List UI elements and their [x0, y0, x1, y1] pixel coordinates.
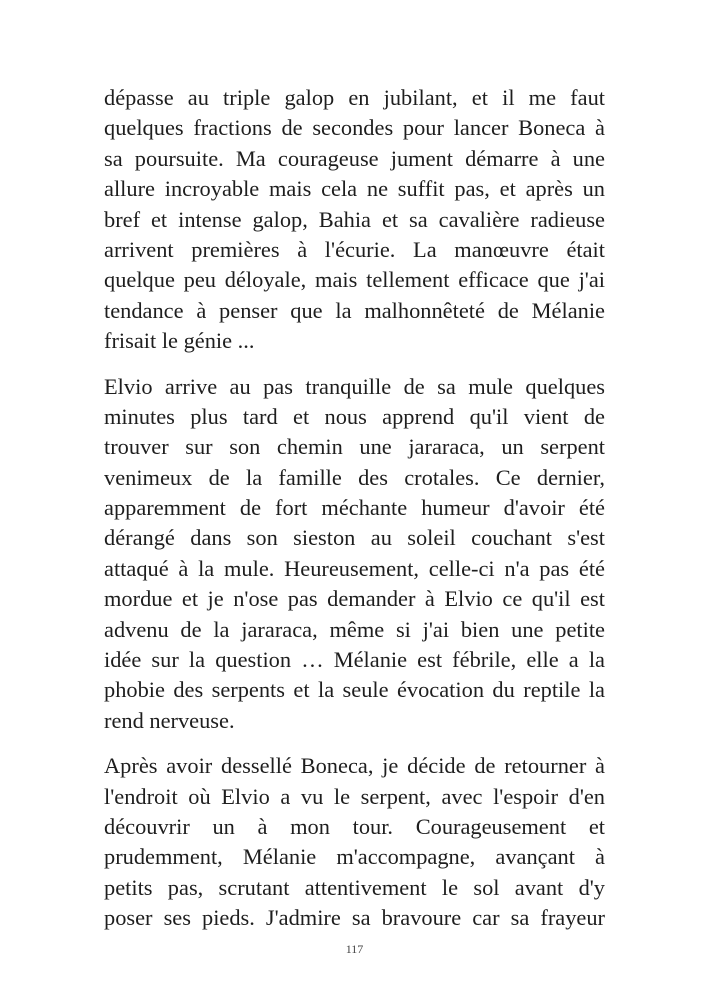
text-line: venimeux de la famille des crotales. Ce dernier, [104, 464, 605, 490]
text-line: prudemment, Mélanie m'accompagne, avançant à [104, 844, 605, 870]
text-line: frisait le génie ... [104, 328, 255, 354]
text-line: minutes plus tard et nous apprend qu'il vient de [104, 403, 605, 429]
text-line: apparemment de fort méchante humeur d'avoir été [104, 495, 605, 521]
text-line: arrivent premières à l'écurie. La manœuvre était [104, 236, 605, 262]
text-line: allure incroyable mais cela ne suffit pas, et après un [104, 176, 605, 202]
text-line: mordue et je n'ose pas demander à Elvio ce qu'il est [104, 586, 605, 612]
text-line: dérangé dans son sieston au soleil couchant s'est [104, 525, 605, 551]
text-line: idée sur la question … Mélanie est fébrile, elle a la [104, 647, 605, 673]
text-line: dépasse au triple galop en jubilant, et il me faut [104, 85, 605, 110]
text-line: poser ses pieds. J'admire sa bravoure car sa frayeur [104, 905, 605, 931]
text-line: trouver sur son chemin une jararaca, un serpent [104, 434, 605, 460]
page-number: 117 [345, 942, 364, 956]
text-line: bref et intense galop, Bahia et sa cavalière radieuse [104, 206, 605, 232]
text-line: Après avoir dessellé Boneca, je décide de retourner à [104, 753, 605, 779]
text-line: phobie des serpents et la seule évocation du reptile la [104, 677, 605, 703]
text-line: découvrir un à mon tour. Courageusement et [104, 813, 605, 839]
paragraph-2 [104, 372, 605, 737]
text-line: rend nerveuse. [104, 707, 235, 733]
paragraph-1 [104, 83, 605, 357]
text-line: attaqué à la mule. Heureusement, celle-ci n'a pas été [104, 555, 605, 581]
text-line: quelque peu déloyale, mais tellement efficace que j'ai [104, 267, 605, 293]
text-line: tendance à penser que la malhonnêteté de Mélanie [104, 297, 605, 323]
body-text [104, 83, 605, 949]
paragraph-3 [104, 751, 605, 933]
text-line: advenu de la jararaca, même si j'ai bien une petite [104, 616, 605, 642]
text-line: sa poursuite. Ma courageuse jument démarre à une [104, 145, 605, 171]
text-line: l'endroit où Elvio a vu le serpent, avec l'espoir d'en [104, 783, 605, 809]
text-line: Elvio arrive au pas tranquille de sa mule quelques [104, 373, 605, 399]
text-line: quelques fractions de secondes pour lancer Boneca à [104, 115, 605, 141]
text-line: petits pas, scrutant attentivement le sol avant d'y [104, 874, 605, 900]
